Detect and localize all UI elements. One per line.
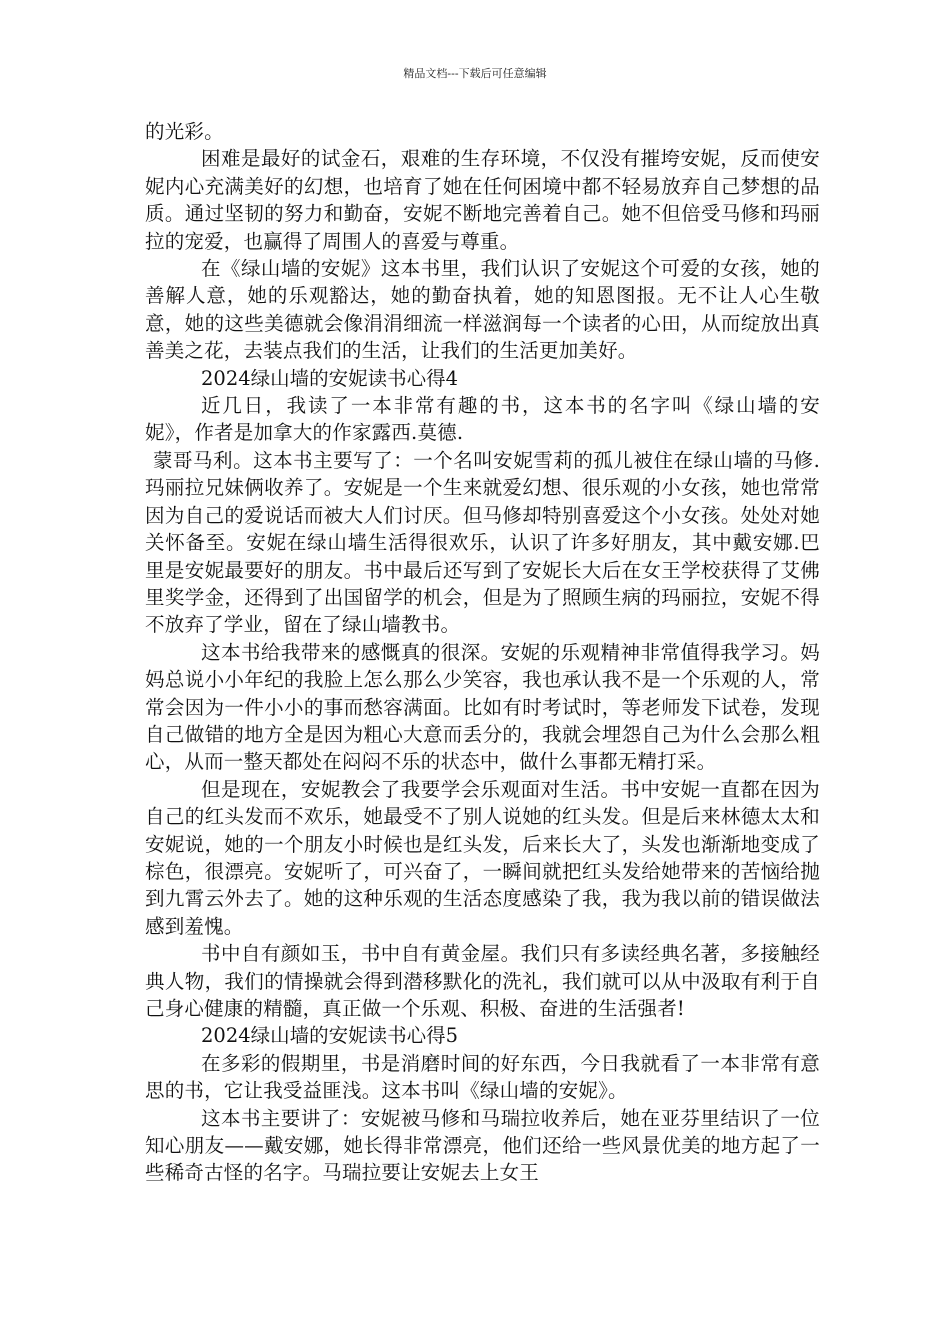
section-heading-5: 2024绿山墙的安妮读书心得5 xyxy=(201,1024,459,1048)
paragraph: 蒙哥马利。这本书主要写了：一个名叫安妮雪莉的孤儿被住在绿山墙的马修.玛丽拉兄妹俩收养了。安妮是一个生来就爱幻想、很乐观的小女孩，她也常常因为自己的爱说话而被大人们讨厌。但马修却特别喜爱这个小女孩。处处对她关怀备至。安妮在绿山墙生活得很欢乐，认识了许多好朋友，其中戴安娜.巴里是安妮最要好的朋友。书中最后还写到了安妮长大后在女王学校获得了艾佛里奖学金，还得到了出国留学的机会，但是为了照顾生病的玛丽拉，安妮不得不放弃了学业，留在了绿山墙教书。 xyxy=(145,448,820,637)
paragraph: 这本书主要讲了：安妮被马修和马瑞拉收养后，她在亚芬里结识了一位知心朋友——戴安娜，她长得非常漂亮，他们还给一些风景优美的地方起了一些稀奇古怪的名字。马瑞拉要让安妮去上女王 xyxy=(145,1106,820,1185)
paragraph-continuation: 的光彩。 xyxy=(145,120,224,143)
paragraph: 这本书给我带来的感慨真的很深。安妮的乐观精神非常值得我学习。妈妈总说小小年纪的我脸上怎么那么少笑容，我也承认我不是一个乐观的人，常常会因为一件小小的事而愁容满面。比如有时考试时，等老师发下试卷，发现自己做错的地方全是因为粗心大意而丢分的，我就会埋怨自己为什么会那么粗心，从而一整天都处在闷闷不乐的状态中，做什么事都无精打采。 xyxy=(145,640,820,774)
paragraph: 近几日，我读了一本非常有趣的书，这本书的名字叫《绿山墙的安妮》，作者是加拿大的作家露西.莫德. xyxy=(145,394,820,445)
paragraph: 在《绿山墙的安妮》这本书里，我们认识了安妮这个可爱的女孩，她的善解人意，她的乐观豁达，她的勤奋执着，她的知恩图报。无不让人心生敬意，她的这些美德就会像涓涓细流一样滋润每一个读者的心田，从而绽放出真善美之花，去装点我们的生活，让我们的生活更加美好。 xyxy=(145,257,820,363)
paragraph: 但是现在，安妮教会了我要学会乐观面对生活。书中安妮一直都在因为自己的红头发而不欢乐，她最受不了别人说她的红头发。但是后来林德太太和安妮说，她的一个朋友小时候也是红头发，后来长大了，头发也渐渐地变成了棕色，很漂亮。安妮听了，可兴奋了，一瞬间就把红头发给她带来的苦恼给抛到九霄云外去了。她的这种乐观的生活态度感染了我，我为我以前的错误做法感到羞愧。 xyxy=(145,777,820,938)
section-heading-4: 2024绿山墙的安妮读书心得4 xyxy=(201,366,459,390)
document-body xyxy=(145,118,820,1187)
page-header: 精品文档---下载后可任意编辑 xyxy=(403,67,547,80)
paragraph: 书中自有颜如玉，书中自有黄金屋。我们只有多读经典名著，多接触经典人物，我们的情操就会得到潜移默化的洗礼，我们就可以从中汲取有利于自己身心健康的精髓，真正做一个乐观、积极、奋进的生活强者! xyxy=(145,942,820,1020)
paragraph: 困难是最好的试金石，艰难的生存环境，不仅没有摧垮安妮，反而使安妮内心充满美好的幻想，也培育了她在任何困境中都不轻易放弃自己梦想的品质。通过坚韧的努力和勤奋，安妮不断地完善着自己。她不但倍受马修和玛丽拉的宠爱，也赢得了周围人的喜爱与尊重。 xyxy=(145,147,820,253)
paragraph: 在多彩的假期里，书是消磨时间的好东西，今日我就看了一本非常有意思的书，它让我受益匪浅。这本书叫《绿山墙的安妮》。 xyxy=(145,1051,820,1103)
